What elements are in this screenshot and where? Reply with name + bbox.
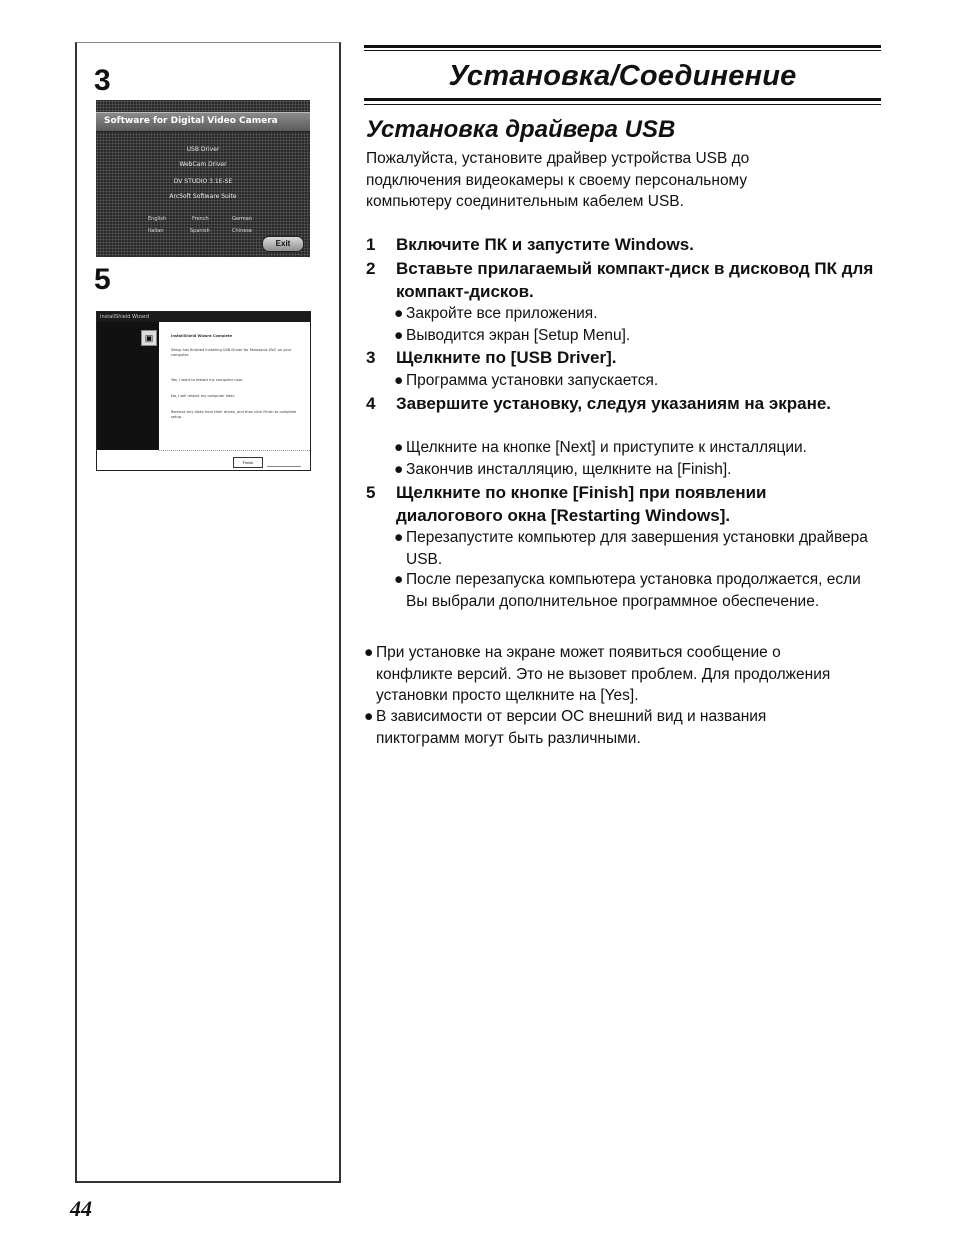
setup-title-bar <box>96 112 310 132</box>
bullet-item <box>394 303 884 325</box>
finish-button[interactable]: Finish <box>233 457 263 468</box>
header-rule-bottom-thin <box>364 104 881 105</box>
lang-french[interactable]: French <box>192 216 209 222</box>
step-text: Включите ПК и запустите Windows. <box>396 235 694 254</box>
bullet-text: Щелкните на кнопке [Next] и приступите к инсталляции. <box>406 439 807 456</box>
menu-item-dv-studio[interactable]: DV STUDIO 3.1E-SE <box>173 178 233 185</box>
wizard-text: Setup has finished installing USB Driver for Panasonic DVC on your computer. <box>171 348 292 357</box>
bullet-item <box>394 437 884 459</box>
bullet-icon: ● <box>394 529 404 546</box>
step-text: Вставьте прилагаемый компакт-диск в дисковод ПК для компакт-дисков. <box>396 259 874 301</box>
step-number: 2 <box>366 259 376 278</box>
bullet-text: После перезапуска компьютера установка продолжается, если Вы выбрали дополнительное программное обеспечение. <box>406 571 861 610</box>
installer-icon: ▣ <box>141 330 157 346</box>
header-rule-bottom <box>364 98 881 101</box>
bullet-text: Закройте все приложения. <box>406 305 598 322</box>
note-text: В зависимости от версии ОС внешний вид и названия пиктограмм могут быть различными. <box>376 708 767 747</box>
setup-menu-screenshot <box>96 100 310 257</box>
step-number: 4 <box>366 394 376 413</box>
exit-button[interactable]: Exit <box>262 236 304 252</box>
page-title: Установка/Соединение <box>448 60 797 92</box>
lang-english[interactable]: English <box>148 216 167 222</box>
step-2 <box>366 257 881 303</box>
bullet-text: Программа установки запускается. <box>406 372 659 389</box>
step-1 <box>366 233 881 256</box>
bullet-item <box>394 459 884 481</box>
step-number: 1 <box>366 235 376 254</box>
header-rule-top <box>364 45 881 48</box>
lang-german[interactable]: German <box>232 216 253 222</box>
note-text: При установке на экране может появиться сообщение о конфликте версий. Это не вызовет проблем. Для продолжения установки просто щелкните на [Yes]. <box>376 644 831 704</box>
note-item <box>364 706 844 749</box>
note-item <box>364 642 844 707</box>
step-number: 5 <box>366 483 376 502</box>
lang-italian[interactable]: Italian <box>148 228 164 234</box>
setup-title: Software for Digital Video Camera <box>104 116 278 126</box>
step-number: 3 <box>366 348 376 367</box>
bullet-icon: ● <box>394 305 404 322</box>
cancel-button[interactable] <box>267 457 301 467</box>
bullet-item <box>394 325 884 347</box>
bullet-icon: ● <box>364 708 374 725</box>
wizard-text: Remove any disks from their drives, and then click Finish to complete setup. <box>171 410 297 419</box>
bullet-text: Закончив инсталляцию, щелкните на [Finish]. <box>406 461 732 478</box>
step-4 <box>366 392 881 415</box>
menu-item-arcsoft[interactable]: ArcSoft Software Suite <box>169 193 237 200</box>
step-5 <box>366 481 881 527</box>
step-3 <box>366 346 881 369</box>
menu-item-webcam-driver[interactable]: WebCam Driver <box>179 161 227 168</box>
header-rule-top-thin <box>364 50 881 51</box>
intro-paragraph: Пожалуйста, установите драйвер устройства USB до подключения видеокамеры к своему персональному компьютеру соединительным кабелем USB. <box>366 150 750 210</box>
wizard-screenshot <box>96 311 311 471</box>
wizard-option-no[interactable]: No, I will restart my computer later. <box>171 394 235 398</box>
lang-chinese[interactable]: Chinese <box>232 228 252 234</box>
bullet-item <box>394 569 884 612</box>
section-title: Установка драйвера USB <box>366 116 676 143</box>
wizard-title: InstallShield Wizard <box>97 312 310 322</box>
menu-item-usb-driver[interactable]: USB Driver <box>186 146 220 153</box>
bullet-icon: ● <box>394 327 404 344</box>
bullet-text: Выводится экран [Setup Menu]. <box>406 327 631 344</box>
lang-spanish[interactable]: Spanish <box>190 228 210 234</box>
sidebar-step-number: 3 <box>94 64 111 97</box>
bullet-icon: ● <box>364 644 374 661</box>
bullet-item <box>394 370 884 392</box>
wizard-side-pane <box>97 322 159 450</box>
step-text: Щелкните по кнопке [Finish] при появлении диалогового окна [Restarting Windows]. <box>396 483 767 525</box>
bullet-icon: ● <box>394 571 404 588</box>
page-number: 44 <box>70 1196 92 1221</box>
bullet-icon: ● <box>394 372 404 389</box>
bullet-item <box>394 527 874 570</box>
divider <box>159 450 310 451</box>
step-text: Щелкните по [USB Driver]. <box>396 348 617 367</box>
sidebar-step-number: 5 <box>94 263 111 296</box>
step-text: Завершите установку, следуя указаниям на экране. <box>396 394 832 413</box>
bullet-icon: ● <box>394 461 404 478</box>
bullet-icon: ● <box>394 439 404 456</box>
wizard-heading: InstallShield Wizard Complete <box>171 334 233 338</box>
bullet-text: Перезапустите компьютер для завершения установки драйвера USB. <box>406 529 868 568</box>
wizard-option-yes[interactable]: Yes, I want to restart my computer now. <box>171 378 243 382</box>
